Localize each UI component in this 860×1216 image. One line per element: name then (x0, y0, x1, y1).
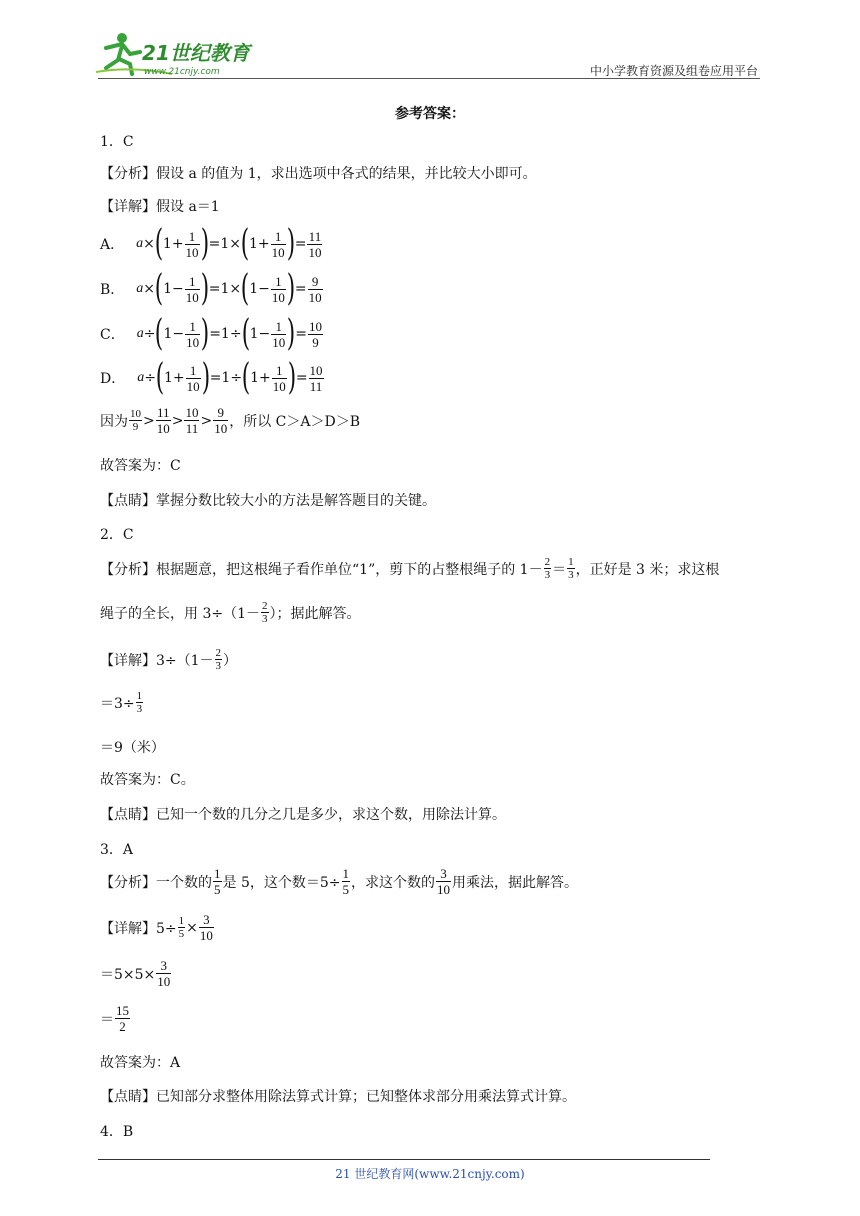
q3-number: 3．A (100, 842, 134, 858)
header-divider (98, 78, 760, 79)
q3-answer: 故答案为：A (100, 1055, 181, 1071)
footer-link[interactable]: 21 世纪教育网(www.21cnjy.com) (335, 1167, 525, 1181)
q2-analysis-line1: 【分析】根据题意，把这根绳子看作单位“1”，剪下的占整根绳子的 1－ $\frac{2}{3}$ ＝ $\frac{1}{3}$ ，正好是 3 米；求这根 (100, 556, 720, 581)
site-logo (92, 30, 262, 80)
q1-analysis: 【分析】假设 a 的值为 1，求出选项中各式的结果，并比较大小即可。 (100, 166, 537, 182)
q1-detail: 【详解】假设 a＝1 (100, 199, 220, 215)
q2-note: 【点睛】已知一个数的几分之几是多少，求这个数，用除法计算。 (100, 807, 506, 823)
q4-number: 4．B (100, 1124, 134, 1140)
q1-option-c: C． a ÷ ( 1− $\frac{1}{10}$ ) =1÷ ( 1− $\frac{1}{10}$ ) = $\frac{10}{9}$ (100, 313, 323, 354)
platform-label: 中小学教育资源及组卷应用平台 (589, 64, 758, 78)
q2-step1: ＝3÷ $\frac{1}{3}$ (100, 690, 143, 715)
q1-comparison: 因为 $\frac{10}{9}$ > $\frac{11}{10}$ > $\frac{10}{11}$ > $\frac{9}{10}$ ，所以 C＞A＞D＞B (100, 405, 360, 436)
q2-step2: ＝9（米） (100, 740, 165, 756)
svg-text:www.21cnjy.com: www.21cnjy.com (144, 67, 220, 77)
q1-number: 1．C (100, 134, 134, 150)
q3-step1: ＝5×5× $\frac{3}{10}$ (100, 958, 171, 989)
q3-detail: 【详解】5÷ $\frac{1}{5}$ × $\frac{3}{10}$ (100, 912, 213, 943)
q1-option-b: B． a × ( 1− $\frac{1}{10}$ ) =1× ( 1− $\frac{1}{10}$ ) = $\frac{9}{10}$ (100, 268, 322, 309)
page-title: 参考答案： (395, 106, 465, 122)
svg-text:21世纪教育: 21世纪教育 (142, 41, 250, 65)
q1-option-a: A． a × ( 1+ $\frac{1}{10}$ ) =1× ( 1+ $\frac{1}{10}$ ) = $\frac{11}{10}$ (100, 223, 322, 264)
q1-option-d: D． a ÷ ( 1+ $\frac{1}{10}$ ) =1÷ ( 1+ $\frac{1}{10}$ ) = $\frac{10}{11}$ (100, 357, 323, 398)
q2-number: 2．C (100, 527, 134, 543)
q3-analysis: 【分析】一个数的 $\frac{1}{5}$ 是 5，这个数＝5÷ $\frac{1}{5}$ ，求这个数的 $\frac{3}{10}$ 用乘法，据此解答。 (100, 866, 578, 897)
footer-divider (98, 1159, 710, 1160)
q1-answer: 故答案为：C (100, 458, 181, 474)
q3-step2: ＝ $\frac{15}{2}$ (100, 1003, 129, 1034)
q3-note: 【点睛】已知部分求整体用除法算式计算；已知整体求部分用乘法算式计算。 (100, 1089, 576, 1105)
q2-analysis-line2: 绳子的全长，用 3÷（1－ $\frac{2}{3}$ ）；据此解答。 (100, 600, 361, 625)
q2-detail: 【详解】3÷（1－ $\frac{2}{3}$ ） (100, 647, 238, 672)
q1-note: 【点睛】掌握分数比较大小的方法是解答题目的关键。 (100, 493, 436, 509)
q2-answer: 故答案为：C。 (100, 772, 195, 788)
